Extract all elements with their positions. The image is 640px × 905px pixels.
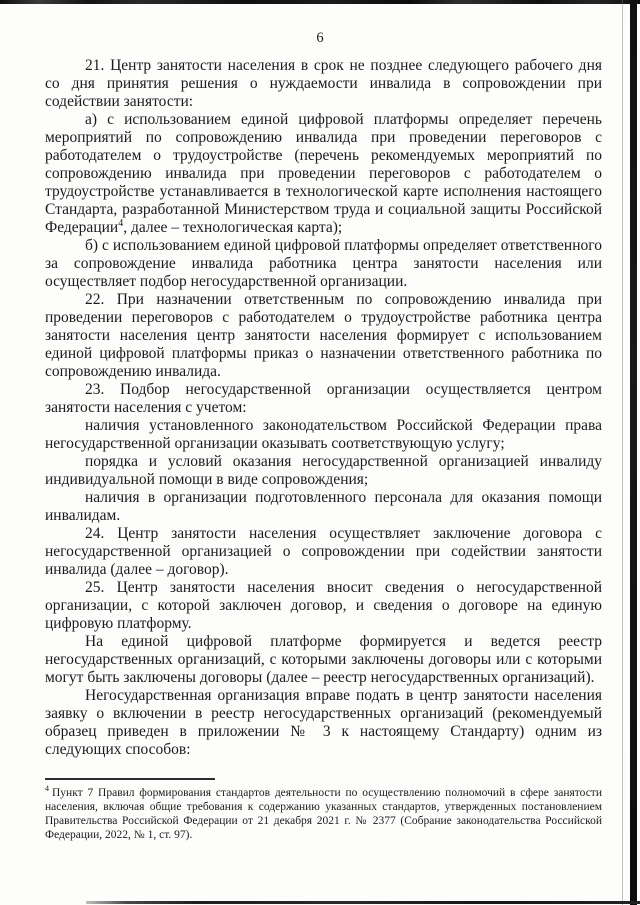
paragraph-23-item-1: наличия установленного законодательством Российской Федерации права негосударственной организации оказывать соответствующую услугу; — [45, 417, 602, 452]
page-number: 6 — [316, 30, 324, 46]
paragraph-23: 23. Подбор негосударственной организации осуществляется центром занятости населения с учетом: — [45, 381, 602, 416]
footnote-text: Пункт 7 Правил формирования стандартов деятельности по осуществлению полномочий в сфере занятости населения, включая общие требования к содержанию указанных стандартов, утвержденных постановлением Правительства Российской Федерации от 21 декабря 2021 г. № 2377 (Собрание законодательства Российской Федерации, 2022, № 1, ст. 97). — [45, 787, 602, 841]
footnote — [45, 786, 602, 842]
paragraph-21: 21. Центр занятости населения в срок не позднее следующего рабочего дня со дня принятия решения о нуждаемости инвалида в сопровождении при содействии занятости: — [45, 57, 602, 110]
footnote-reference-4: 4 — [118, 217, 124, 229]
paragraph-23-item-3: наличия в организации подготовленного персонала для оказания помощи инвалидам. — [45, 489, 602, 524]
paragraph-21a-text: а) с использованием единой цифровой платформы определяет перечень мероприятий по сопровождению инвалида при проведении переговоров с работодателем о трудоустройстве (перечень рекомендуемых мероприятий по сопровождению инвалида при проведении переговоров с работодателем о трудоустройстве устанавливается в технологической карте исполнения настоящего Стандарта, разработанной Министерством труда и социальной защиты Российской Федерации — [45, 111, 602, 236]
paragraph-application: Негосударственная организация вправе подать в центр занятости населения заявку о включении в реестр негосударственных организаций (рекомендуемый образец приведен в приложении № 3 к настоящему Стандарту) одним из следующих способов: — [45, 687, 602, 758]
scan-edge-right — [630, 0, 637, 905]
scan-edge-top — [0, 0, 640, 4]
scan-edge-right-shadow — [622, 0, 623, 905]
paragraph-22: 22. При назначении ответственным по сопровождению инвалида при проведении переговоров с работодателем о трудоустройстве работника центра занятости населения центр занятости населения формирует с использованием единой цифровой платформы приказ о назначении ответственного работника по сопровождению инвалида. — [45, 291, 602, 380]
paragraph-24: 24. Центр занятости населения осуществляет заключение договора с негосударственной организацией о сопровождении при содействии занятости инвалида (далее – договор). — [45, 525, 602, 578]
paragraph-23-item-2: порядка и условий оказания негосударственной организацией инвалиду индивидуальной помощи в виде сопровождения; — [45, 453, 602, 488]
scan-edge-bottom — [86, 901, 640, 904]
paragraph-21b: б) с использованием единой цифровой платформы определяет ответственного за сопровождение инвалида работника центра занятости населения или осуществляет подбор негосударственной организации. — [45, 237, 602, 290]
document-body — [45, 57, 602, 759]
paragraph-25: 25. Центр занятости населения вносит сведения о негосударственной организации, с которой заключен договор, и сведения о договоре на единую цифровую платформу. — [45, 579, 602, 632]
paragraph-21a-tail: , далее – технологическая карта); — [123, 219, 343, 236]
paragraph-registry: На единой цифровой платформе формируется и ведется реестр негосударственных организаций, с которыми заключены договоры или с которыми могут быть заключены договоры (далее – реестр негосударственных организаций). — [45, 633, 602, 686]
footnote-marker: 4 — [45, 784, 49, 794]
footnote-separator — [45, 778, 215, 780]
paragraph-21a — [45, 111, 602, 237]
